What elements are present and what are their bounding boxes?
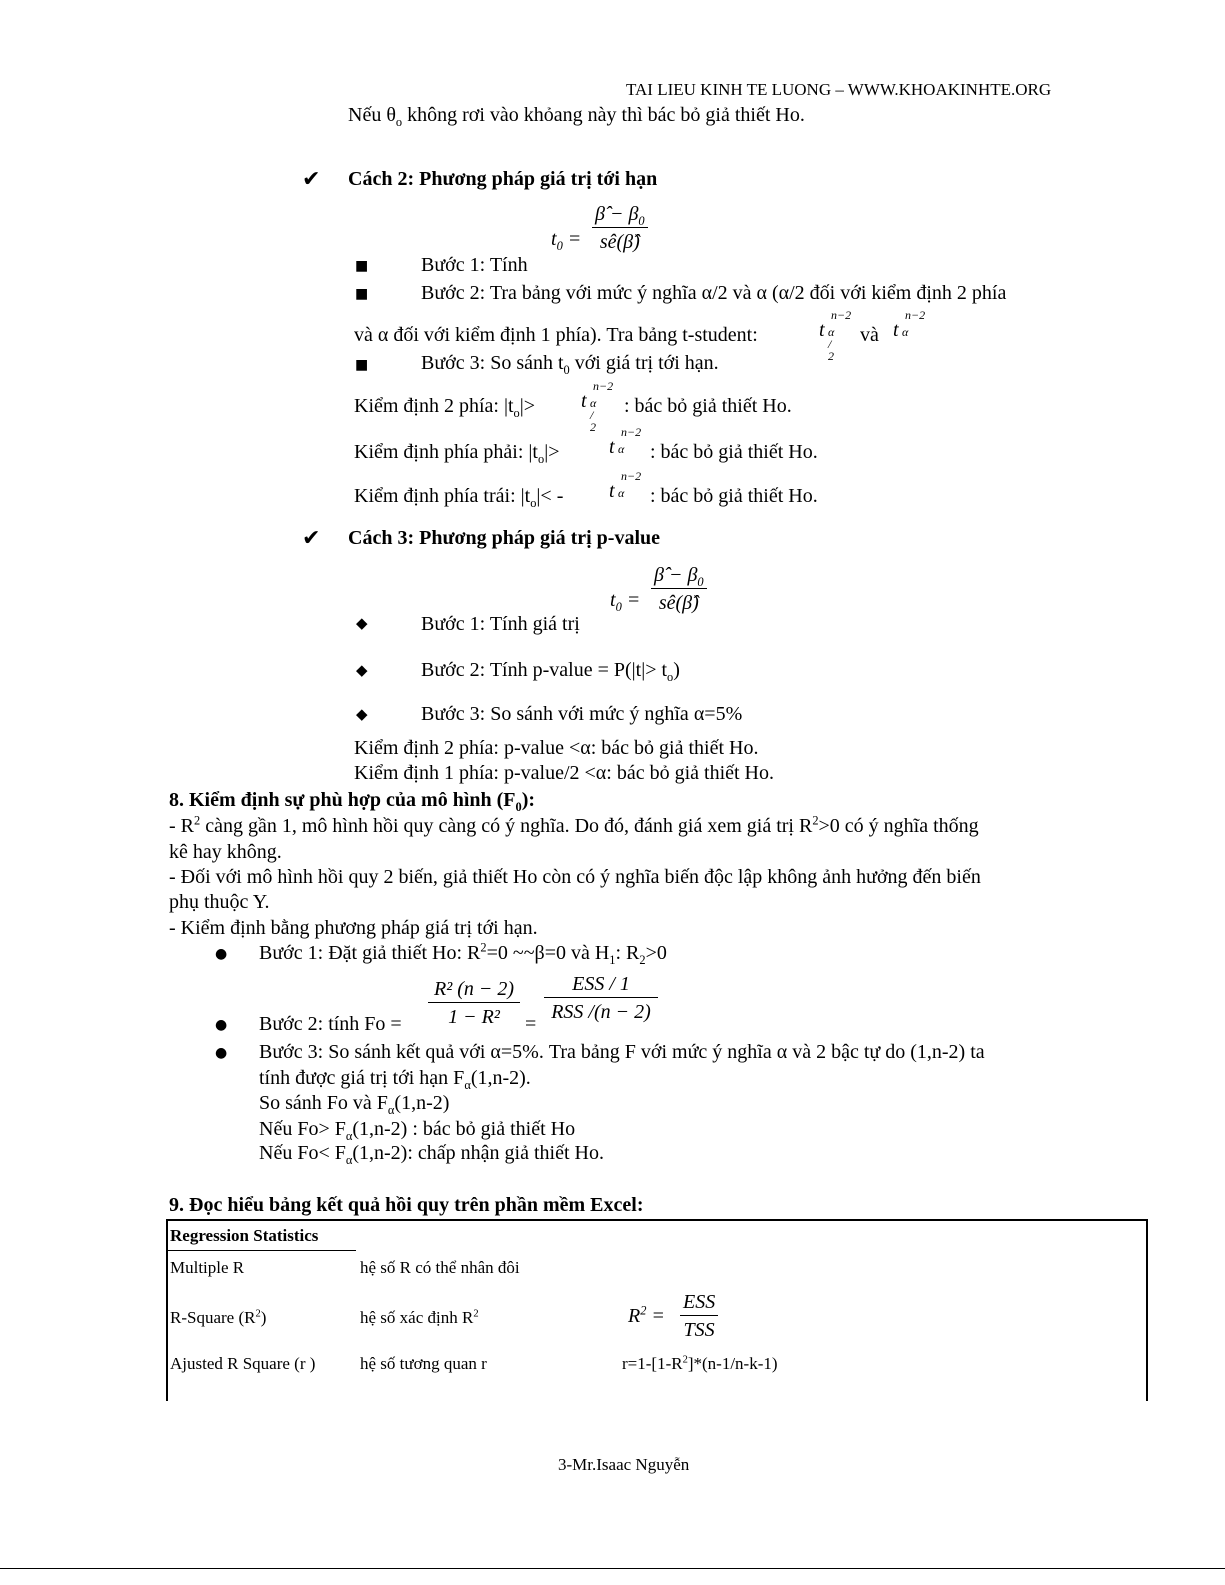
method-2-step-2-continued: và α đối với kiểm định 1 phía). Tra bảng t-student:: [354, 324, 758, 346]
r2-formula-lhs: $R^2$ =: [628, 1303, 665, 1327]
check-icon: ✔: [302, 167, 321, 192]
formula-t0-lhs: $t_0$ =: [610, 589, 641, 614]
t-critical-alpha: t n−2 α: [609, 425, 642, 458]
diamond-bullet-icon: ◆: [356, 661, 368, 679]
round-bullet-icon: ●: [215, 1045, 228, 1061]
right-side-reject: : bác bỏ giả thiết Ho.: [650, 441, 818, 463]
section-8-paragraph-1: - $R^2$ càng gần 1, mô hình hồi quy càng có ý nghĩa. Do đó, đánh giá xem giá trị $R^2>0$ có ý nghĩa thống: [169, 813, 979, 837]
section-8-step-3-line-3: So sánh Fo và $F_\alpha(1,n-2)$: [259, 1092, 450, 1117]
method-2-step-2: Bước 2: Tra bảng với mức ý nghĩa α/2 và α (α/2 đối với kiểm định 2 phía: [421, 282, 1007, 304]
section-8-paragraph-2: - Đối với mô hình hồi quy 2 biến, giả thiết Ho còn có ý nghĩa biến độc lập không ảnh hưởng đến biến: [169, 866, 981, 888]
two-sided-test-rule: Kiểm định 2 phía: $|t_o|>$: [354, 395, 536, 420]
word-and: và: [860, 324, 879, 346]
section-9-title: 9. Đọc hiểu bảng kết quả hồi quy trên phần mềm Excel:: [169, 1194, 644, 1216]
method-3-step-2: Bước 2: Tính p-value = $P(|t|> t_o)$: [421, 659, 680, 684]
square-bullet-icon: ■: [355, 286, 369, 302]
two-sided-reject: : bác bỏ giả thiết Ho.: [624, 395, 792, 417]
formula-t0-lhs: $t_0$ =: [551, 228, 582, 253]
method-2-step-3: Bước 3: So sánh $t_0$ với giá trị tới hạn.: [421, 352, 719, 377]
page-bottom-border: [0, 1568, 1225, 1569]
diamond-bullet-icon: ◆: [356, 705, 368, 723]
t-critical-half-alpha: t n−2 α / 2: [581, 379, 614, 434]
fo-fraction-ess: ESS / 1 RSS /(n − 2): [544, 974, 658, 1022]
section-8-step-3-line-4: Nếu $Fo> F_\alpha(1,n-2)$ : bác bỏ giả thiết Ho: [259, 1118, 576, 1143]
header-underline: [168, 1250, 356, 1251]
row-adjusted-r-desc: hệ số tương quan r: [360, 1354, 487, 1373]
row-adjusted-r-label: Ajusted R Square (r ): [170, 1354, 316, 1373]
row-r-square-desc: hệ số xác định $R^2$: [360, 1308, 479, 1327]
t-critical-half-alpha: t n−2 α / 2: [819, 308, 852, 363]
method-2-step-1: Bước 1: Tính: [421, 254, 528, 276]
section-8-step-3-line-2: tính được giá trị tới hạn $F_\alpha(1,n-2)$.: [259, 1067, 531, 1092]
fo-equals: =: [525, 1013, 537, 1035]
regression-statistics-table: [166, 1219, 1148, 1401]
row-r-square-label: R-Square $(R^2)$: [170, 1308, 267, 1327]
r2-formula-fraction: ESS TSS: [680, 1292, 718, 1340]
section-8-step-1: Bước 1: Đặt giả thiết Ho: $R^2=0$ ~~β=0 và $H_1$: $R_2>0$: [259, 940, 667, 967]
round-bullet-icon: ●: [215, 1017, 228, 1033]
square-bullet-icon: ■: [355, 357, 369, 373]
t-critical-alpha: t n−2 α: [609, 469, 642, 502]
page-header: TAI LIEU KINH TE LUONG – WWW.KHOAKINHTE.ORG: [626, 80, 1052, 99]
method-2-title: Cách 2: Phương pháp giá trị tới hạn: [348, 168, 658, 190]
page-footer: 3-Mr.Isaac Nguyễn: [558, 1455, 690, 1474]
section-8-step-2: Bước 2: tính Fo =: [259, 1013, 402, 1035]
left-side-test-rule: Kiểm định phía trái: $|t_o|<$ -: [354, 485, 564, 510]
method-3-title: Cách 3: Phương pháp giá trị p-value: [348, 527, 661, 549]
row-multiple-r-desc: hệ số R có thể nhân đôi: [360, 1258, 520, 1277]
section-8-paragraph-3: - Kiểm định bằng phương pháp giá trị tới hạn.: [169, 917, 538, 939]
section-8-paragraph-1-continued: kê hay không.: [169, 841, 282, 863]
method-3-step-1: Bước 1: Tính giá trị: [421, 613, 580, 635]
fo-fraction-r2: $\frac{\text{R² (n − 2)}}{\text{1 − R²}}$: [428, 979, 520, 1027]
pvalue-one-sided-rule: Kiểm định 1 phía: p-value/2 <α: bác bỏ giả thiết Ho.: [354, 762, 774, 784]
table-header: Regression Statistics: [170, 1226, 319, 1245]
formula-t0-fraction: $\frac{\betâ - \beta_0}{sê(\betâ)}$: [651, 565, 707, 613]
formula-t0-fraction: $\frac{\betâ - \beta_0}{sê(\betâ)}$: [592, 204, 648, 252]
pvalue-two-sided-rule: Kiểm định 2 phía: p-value <α: bác bỏ giả thiết Ho.: [354, 737, 759, 759]
section-8-paragraph-2-continued: phụ thuộc Y.: [169, 891, 270, 913]
diamond-bullet-icon: ◆: [356, 614, 368, 632]
row-multiple-r-label: Multiple R: [170, 1258, 245, 1277]
section-8-step-3: Bước 3: So sánh kết quả với α=5%. Tra bảng F với mức ý nghĩa α và 2 bậc tự do (1,n-2) ta: [259, 1041, 985, 1063]
check-icon: ✔: [302, 526, 321, 551]
paragraph-theta-reject: Nếu $\theta_o$ không rơi vào khỏang này thì bác bỏ giả thiết Ho.: [348, 104, 805, 129]
right-side-test-rule: Kiểm định phía phải: $|t_o|>$: [354, 441, 560, 466]
round-bullet-icon: ●: [215, 946, 228, 962]
left-side-reject: : bác bỏ giả thiết Ho.: [650, 485, 818, 507]
method-3-step-3: Bước 3: So sánh với mức ý nghĩa α=5%: [421, 703, 743, 725]
square-bullet-icon: ■: [355, 258, 369, 274]
row-adjusted-r-formula: $r=1-[1-R^2]*(n-1/n-k-1)$: [622, 1354, 778, 1373]
section-8-title: 8. Kiểm định sự phù hợp của mô hình $(F_0)$:: [169, 789, 536, 814]
section-8-step-3-line-5: Nếu $Fo< F_\alpha(1,n-2)$: chấp nhận giả thiết Ho.: [259, 1142, 604, 1167]
t-critical-alpha: t n−2 α: [893, 308, 926, 341]
